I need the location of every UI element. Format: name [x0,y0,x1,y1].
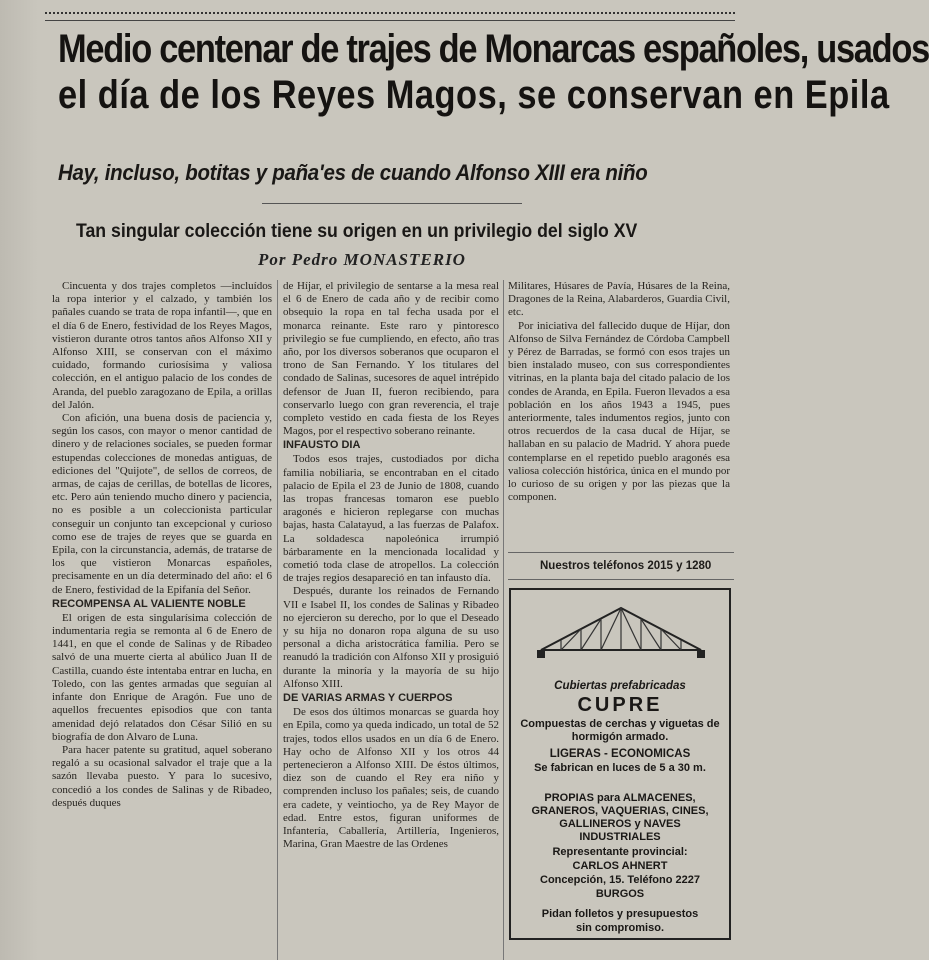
advertisement-cupre [509,588,731,940]
top-rule [45,12,735,21]
ad-city: BURGOS [595,888,645,900]
paragraph: Todos esos trajes, custodiados por dicha familia nobiliaria, se encontraban en el citado palacio de Epila el 23 de Junio de 1808, cuando las tropas francesas tomaron ese pueblo aragonés e hicieron replegarse con muchas bajas, hasta Calatayud, a las fuerzas de Palafox. La soldadesca napoleónica irrumpió bárbaramente en la mencionada localidad y cometió toda clase de atropellos. La colección de trajes regios desapareció en tan infausto día. [283,453,499,585]
phones-rule-bottom [508,579,734,580]
section-heading: DE VARIAS ARMAS Y CUERPOS [283,692,453,705]
paragraph: Cincuenta y dos trajes completos —incluídos la ropa interior y el calzado, y también los pañales cuando se trata de ropa infantil—, que en el día 6 de Enero, festividad de los Reyes Magos, vistieron durante otros tantos años Alfonso XII y Alfonso XIII, se conservan con el máximo cuidado, formando curiosísima y valiosa colección, en el antiguo palacio de los condes de Aranda, del pueblo zaragozano de Epila, a orillas del Jalón. [52,280,272,411]
column-divider [503,280,504,960]
paragraph: Militares, Húsares de Pavía, Húsares de la Reina, Dragones de la Reina, Alabarderos, Guardia Civil, etc. [508,280,730,319]
paragraph: Para hacer patente su gratitud, aquel soberano regaló a su ocasional salvador el traje que a la sazón llevaba puesto. Y para lo sucesivo, concedió a los condes de Salinas y de Ribadeo, después duques [52,743,272,809]
article-column-1 [52,280,272,960]
byline: Por Pedro MONASTERIO [258,250,466,269]
page-edge [0,0,38,960]
section-heading: INFAUSTO DIA [283,439,361,452]
separator-rule [262,203,522,204]
phones-rule-top [508,552,734,553]
ad-features: LIGERAS - ECONOMICAS [549,748,691,760]
roof-truss-icon [531,602,711,660]
ad-sizes: Se fabrican en luces de 5 a 30 m. [534,762,706,774]
paragraph: De esos dos últimos monarcas se guarda hoy en Epila, como ya queda indicado, un total de 52 trajes, todos ellos usados en un día 6 de Enero. Hay ocho de Alfonso XII y los otros 44 pertenecieron a Alfonso XIII. De éstos últimos, diez son de cuando el Rey era niño y comprenden incluso los pañales; seis, de cuando era cadete, y veintiocho, ya de Rey Mayor de edad. Entre estos, figuran uniformes de Infantería, Caballería, Artillería, Ingenieros, Marina, Gran Maestre de las Ordenes [283,706,499,851]
paragraph: Después, durante los reinados de Fernando VII e Isabel II, los condes de Salinas y Ribadeo no ejercieron su derecho, por lo que el Deseado y su hija no donaron ropa alguna de su uso personal a dicha aristocrática familia. Pero se reanudó la tradición con Alfonso XII y prosiguió durante la minoría y la mayoría de su hijo Alfonso XIII. [283,585,499,690]
ad-tagline: Cubiertas prefabricadas [554,680,686,692]
ad-uses: PROPIAS para ALMACENES, GRANEROS, VAQUERIAS, CINES, GALLINEROS y NAVES INDUSTRIALES [531,792,709,843]
paragraph: Por iniciativa del fallecido duque de Híjar, don Alfonso de Silva Fernández de Córdoba Campbell y Pérez de Barradas, se formó con esos trajes un bien instalado museo, con sus correspondientes vitrinas, en la planta baja del citado palacio de los condes de Aranda, en Epila. Fueron llevados a esa población en los años 1943 a 1945, pues anteriormente, tales indumentos regios, junto con otros recuerdos de la casa ducal de Híjar, se hallaban en su palacio de Madrid. Y ahora puede contemplarse en el repetido pueblo aragonés esa valiosa colección histórica, única en el mundo por lo curioso de su origen y por las piezas que la componen. [508,319,730,504]
phone-numbers-notice: Nuestros teléfonos 2015 y 1280 [540,560,712,572]
subheadline-2: Tan singular colección tiene su origen en un privilegio del siglo XV [76,221,638,242]
paragraph: Con afición, una buena dosis de paciencia y, según los casos, con mayor o menor cantidad de dinero y de relaciones sociales, se pueden formar estupendas colecciones de monedas antiguas, de ediciones del "Quijote", de sellos de correos, de armas, de cajas de cerillas, de botellas de licores, etc. Pero aún teniendo mucho dinero y paciencia, no es posible a un coleccionista particular conseguir un conjunto tan excepcional y curioso como ese de trajes de reyes que se guarda en Epila, con la circunstancia, además, de tratarse de los que vistieron Monarcas españoles, precisamente en un día determinado del año: el 6 de Enero, festividad de la Epifanía del Señor. [52,412,272,596]
subheadline: Hay, incluso, botitas y paña'es de cuando Alfonso XIII era niño [58,160,648,185]
column-divider [277,280,278,960]
ad-representative-name: CARLOS AHNERT [572,860,668,872]
ad-description: Compuestas de cerchas y viguetas de hormigón armado. [520,718,720,743]
ad-call-to-action: Pidan folletos y presupuestos [541,908,699,920]
headline-line-1: Medio centenar de trajes de Monarcas españoles, usados [58,27,929,71]
article-column-2 [283,280,499,960]
ad-address: Concepción, 15. Teléfono 2227 [540,874,700,886]
article-column-3 [508,280,730,546]
ad-representative-label: Representante provincial: [552,846,688,858]
headline [58,26,929,118]
paragraph: El origen de esta singularísima colección de indumentaria regia se remonta al 6 de Enero de 1441, en que el conde de Salinas y de Ribadeo salvó de una muerte cierta al abúlico Juan II de Castilla, cuando éste intentaba entrar en lucha, en Toledo, con las gentes armadas que seguían al infante don Enrique de Aragón. Fue uno de aquellos frecuentes episodios que con tanta amenidad dejó relatados don César Silió en su biografía de don Alvaro de Luna. [52,611,272,743]
ad-call-to-action-2: sin compromiso. [575,922,665,934]
headline-line-2: el día de los Reyes Magos, se conservan en Epila [58,73,890,117]
paragraph: de Híjar, el privilegio de sentarse a la mesa real el 6 de Enero de cada año y de recibir como obsequio la ropa en tal fecha usada por el monarca reinante. Este raro y pintoresco privilegio se fue cumpliendo, en efecto, año tras año, por los diversos soberanos que ocuparon el trono de San Fernando. Y los titulares del condado de Salinas, sucesores de aquel intrépido defensor de Juan II, fueron recibiendo, para conservarlo luego con gran reverencia, el traje completo vestido en cada fiesta de los Reyes Magos, por el respectivo soberano reinante. [283,280,499,438]
ad-brand: CUPRE [577,694,663,716]
section-heading: RECOMPENSA AL VALIENTE NOBLE [52,597,246,610]
